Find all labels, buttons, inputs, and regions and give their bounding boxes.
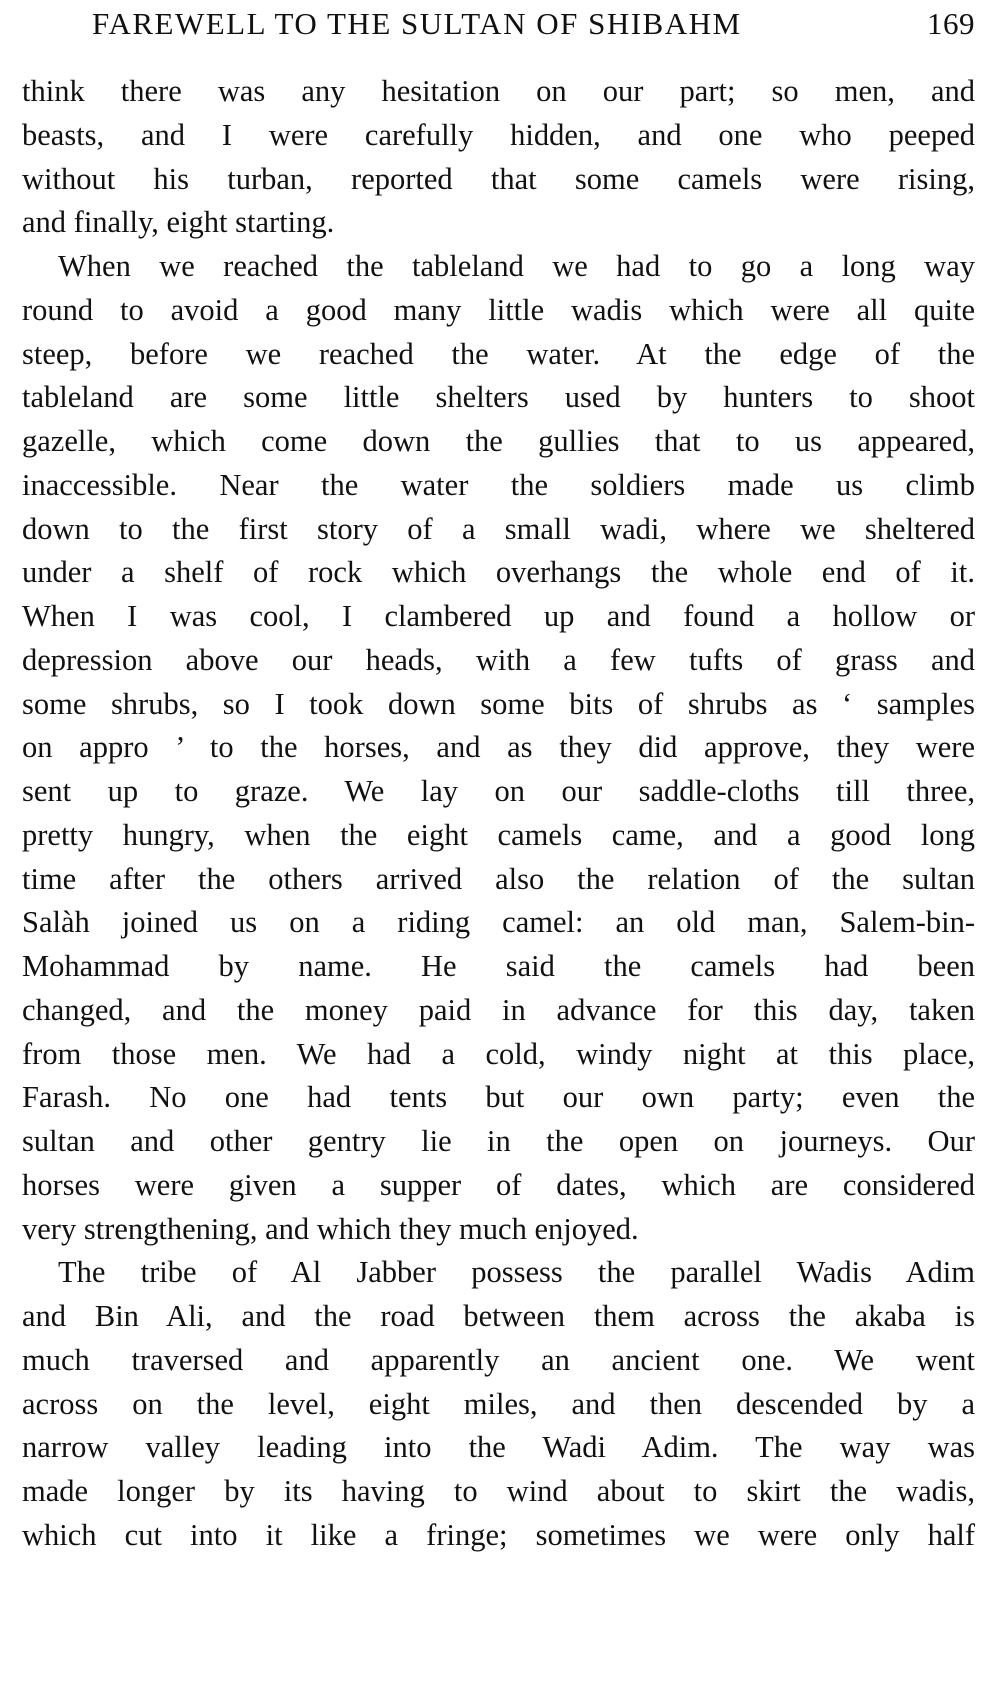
text-line: sent up to graze. We lay on our saddle-cloths till three, bbox=[22, 774, 975, 808]
text-line: inaccessible. Near the water the soldiers made us climb bbox=[22, 467, 975, 502]
body-text bbox=[22, 70, 975, 1558]
text-line: sultan and other gentry lie in the open on journeys. Our bbox=[22, 1124, 975, 1158]
text-line: under a shelf of rock which overhangs the whole end of it. bbox=[22, 555, 975, 590]
text-line: gazelle, which come down the gullies that to us appeared, bbox=[22, 424, 975, 458]
text-line: made longer by its having to wind about to skirt the wadis, bbox=[22, 1474, 975, 1508]
text-line: and Bin Ali, and the road between them across the akaba is bbox=[22, 1299, 975, 1333]
text-line: without his turban, reported that some camels were rising, bbox=[22, 161, 975, 196]
text-line: and finally, eight starting. bbox=[22, 205, 335, 240]
text-line: horses were given a supper of dates, which are considered bbox=[22, 1167, 975, 1202]
text-line: Mohammad by name. He said the camels had been bbox=[22, 949, 975, 983]
text-line: round to avoid a good many little wadis which were all quite bbox=[22, 292, 975, 327]
text-line: When I was cool, I clambered up and found a hollow or bbox=[22, 599, 975, 633]
text-line: Farash. No one had tents but our own party; even the bbox=[22, 1080, 975, 1115]
text-line: on appro ’ to the horses, and as they did approve, they were bbox=[22, 730, 975, 765]
text-line: think there was any hesitation on our part; so men, and bbox=[22, 74, 975, 108]
page-number: 169 bbox=[927, 6, 975, 41]
text-line: changed, and the money paid in advance for this day, taken bbox=[22, 992, 975, 1027]
text-line: which cut into it like a fringe; sometimes we were only half bbox=[22, 1517, 975, 1552]
text-line: across on the level, eight miles, and then descended by a bbox=[22, 1386, 975, 1421]
text-line: time after the others arrived also the relation of the sultan bbox=[22, 861, 975, 896]
text-line: narrow valley leading into the Wadi Adim. The way was bbox=[22, 1430, 975, 1465]
text-line: Salàh joined us on a riding camel: an old man, Salem-bin- bbox=[22, 905, 975, 940]
text-line: steep, before we reached the water. At the edge of the bbox=[22, 336, 975, 371]
text-line: pretty hungry, when the eight camels came, and a good long bbox=[22, 817, 975, 852]
text-line: beasts, and I were carefully hidden, and one who peeped bbox=[22, 117, 975, 152]
text-line: When we reached the tableland we had to go a long way bbox=[58, 249, 975, 283]
text-line: depression above our heads, with a few tufts of grass and bbox=[22, 642, 975, 677]
text-line: tableland are some little shelters used by hunters to shoot bbox=[22, 380, 975, 415]
text-line: very strengthening, and which they much enjoyed. bbox=[22, 1211, 639, 1246]
text-line: some shrubs, so I took down some bits of shrubs as ‘ samples bbox=[22, 686, 975, 721]
text-line: down to the first story of a small wadi, where we sheltered bbox=[22, 511, 975, 546]
running-title: FAREWELL TO THE SULTAN OF SHIBAHM bbox=[92, 6, 742, 41]
running-head bbox=[92, 4, 975, 44]
text-line: much traversed and apparently an ancient one. We went bbox=[22, 1342, 975, 1377]
text-line: from those men. We had a cold, windy night at this place, bbox=[22, 1036, 975, 1071]
text-line: The tribe of Al Jabber possess the parallel Wadis Adim bbox=[58, 1255, 975, 1290]
